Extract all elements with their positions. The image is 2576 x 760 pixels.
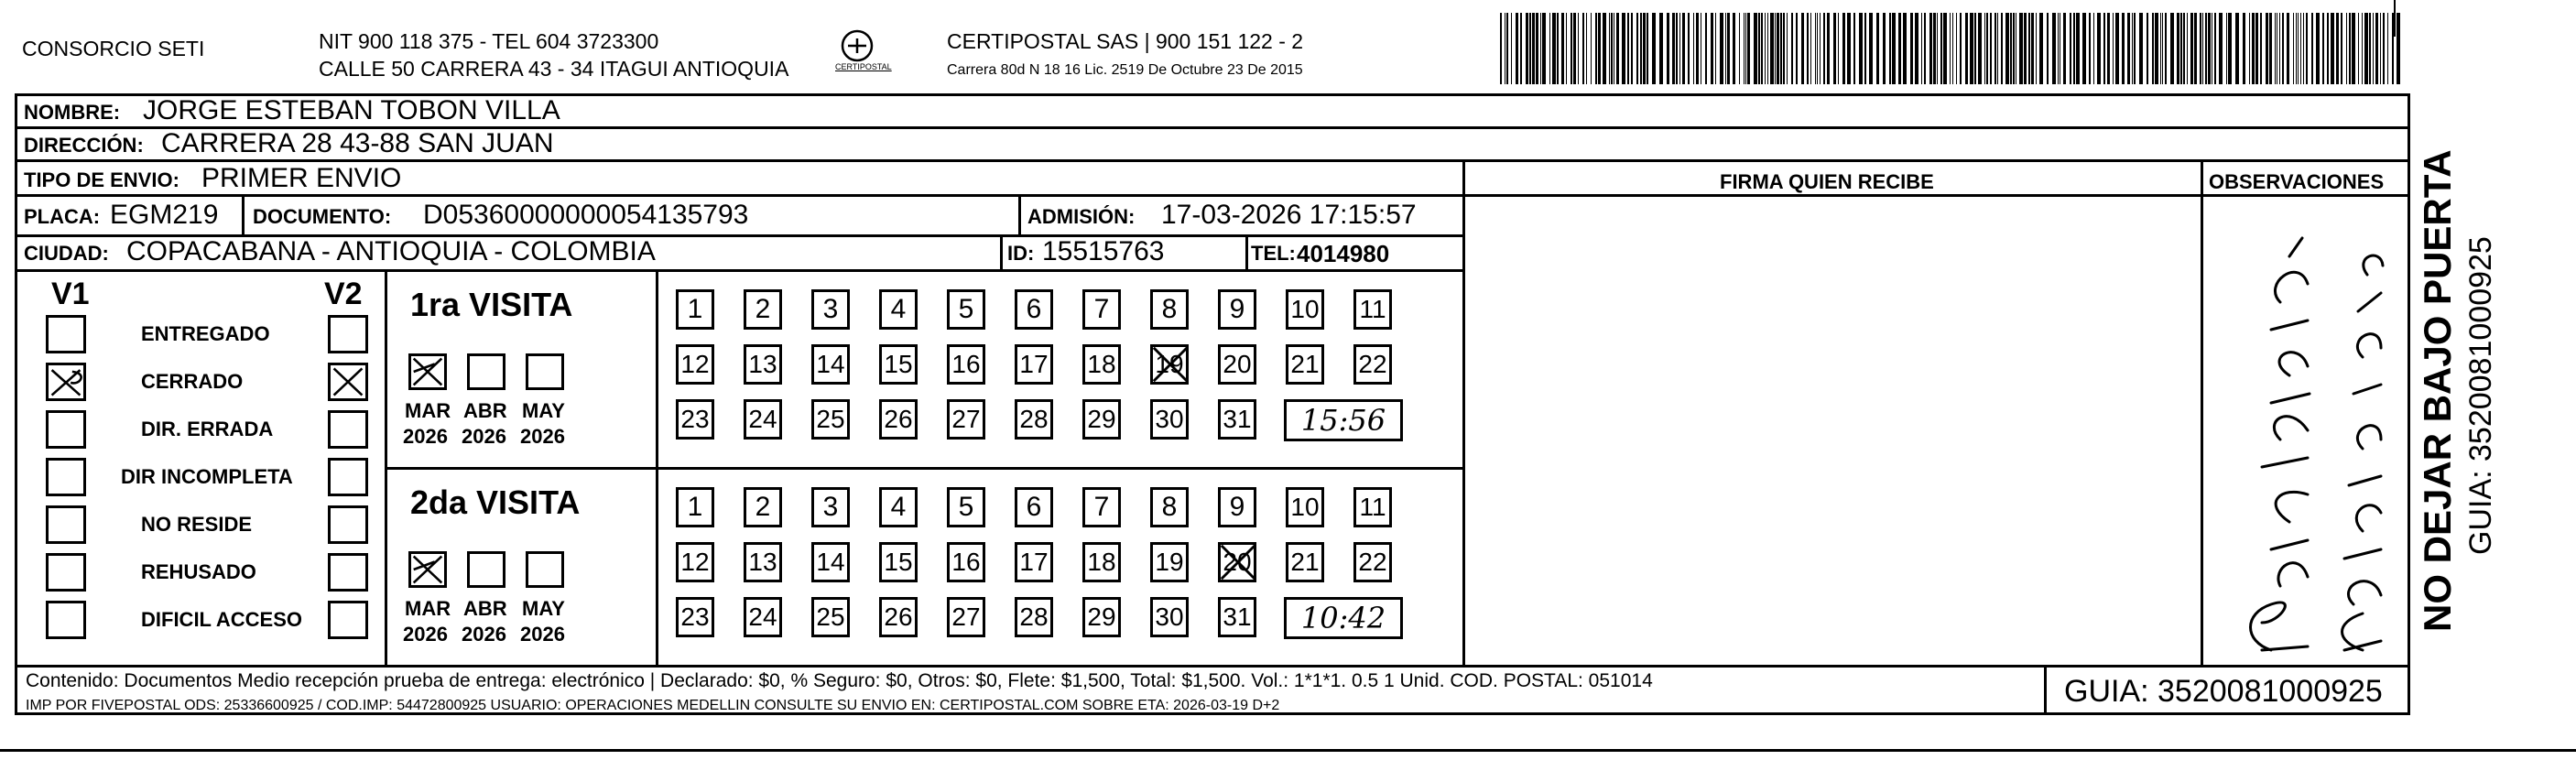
- documento-label: DOCUMENTO:: [253, 205, 392, 228]
- v1-label: V1: [51, 277, 90, 311]
- check-mark-icon: [49, 365, 83, 398]
- visit-month-label: ABR: [463, 399, 507, 422]
- day-cell[interactable]: [668, 538, 736, 593]
- day-number: 15: [879, 344, 918, 385]
- visit-year-label: 2026: [520, 623, 565, 646]
- day-cell[interactable]: [1143, 483, 1211, 538]
- status-v2-checkbox[interactable]: [328, 553, 368, 592]
- status-label: DIFICIL ACCESO: [141, 608, 303, 631]
- day-cell[interactable]: [1143, 593, 1211, 648]
- day-cell[interactable]: [736, 483, 804, 538]
- day-cell[interactable]: [804, 593, 872, 648]
- day-cell[interactable]: [872, 286, 940, 341]
- day-number: 21: [1286, 542, 1324, 582]
- day-cell[interactable]: [1007, 341, 1075, 396]
- day-number: 7: [1082, 289, 1121, 330]
- day-number: 1: [676, 289, 714, 330]
- day-number: 16: [947, 542, 985, 582]
- day-cell[interactable]: [1075, 538, 1143, 593]
- day-number: 8: [1150, 289, 1189, 330]
- day-number: 5: [947, 487, 985, 527]
- day-number: 9: [1218, 289, 1256, 330]
- status-v2-checkbox[interactable]: [328, 601, 368, 639]
- day-cell[interactable]: [804, 286, 872, 341]
- day-number: 26: [879, 597, 918, 637]
- day-number: 19: [1150, 344, 1189, 385]
- status-v1-checkbox[interactable]: [46, 601, 86, 639]
- day-cell[interactable]: [940, 341, 1007, 396]
- status-v2-checkbox[interactable]: [328, 505, 368, 544]
- day-number: 11: [1353, 487, 1392, 527]
- day-number: 14: [811, 344, 850, 385]
- visit-month-label: MAY: [522, 597, 565, 620]
- day-number: 25: [811, 399, 850, 440]
- day-number: 30: [1150, 399, 1189, 440]
- day-cell[interactable]: [1007, 593, 1075, 648]
- day-cell[interactable]: [1278, 483, 1346, 538]
- day-number: 28: [1015, 399, 1053, 440]
- visit-month-checkbox[interactable]: [408, 353, 447, 390]
- visit-month-checkbox[interactable]: [526, 551, 564, 588]
- no-dejar-warning: NO DEJAR BAJO PUERTA: [2416, 149, 2459, 632]
- nombre-value: JORGE ESTEBAN TOBON VILLA: [143, 95, 560, 125]
- day-number: 30: [1150, 597, 1189, 637]
- tel-value: 4014980: [1297, 240, 1390, 267]
- company-name: CONSORCIO SETI: [22, 37, 205, 60]
- id-label: ID:: [1007, 242, 1035, 265]
- visit-year-label: 2026: [520, 425, 565, 448]
- day-cell[interactable]: [1278, 538, 1346, 593]
- day-cell[interactable]: [736, 341, 804, 396]
- address-line: CALLE 50 CARRERA 43 - 34 ITAGUI ANTIOQUIA: [319, 57, 789, 81]
- day-number: 18: [1082, 542, 1121, 582]
- footer-imp: IMP POR FIVEPOSTAL ODS: 25336600925 / COD.IMP: 54472800925 USUARIO: OPERACIONES MEDELLIN CONSULTE SU ENVIO EN: CERTIPOSTAL.COM SOBRE ETA: 2026-03-19 D+2: [26, 698, 1280, 713]
- day-cell[interactable]: [940, 593, 1007, 648]
- day-cell[interactable]: [1075, 483, 1143, 538]
- tipo-envio-label: TIPO DE ENVIO:: [24, 168, 179, 191]
- day-number: 5: [947, 289, 985, 330]
- status-label: REHUSADO: [141, 560, 256, 583]
- visit-title: 1ra VISITA: [410, 286, 573, 323]
- day-cell[interactable]: [1007, 483, 1075, 538]
- check-mark-icon: [411, 554, 444, 585]
- day-number: 14: [811, 542, 850, 582]
- day-number: 28: [1015, 597, 1053, 637]
- day-number: 10: [1286, 487, 1324, 527]
- day-cell[interactable]: [1211, 341, 1278, 396]
- day-cell[interactable]: [668, 483, 736, 538]
- day-cell[interactable]: [1007, 538, 1075, 593]
- day-number: 25: [811, 597, 850, 637]
- day-cell[interactable]: [1143, 286, 1211, 341]
- visit-day-grid: [668, 286, 1414, 451]
- visit-month-label: MAR: [405, 399, 451, 422]
- status-label: DIR INCOMPLETA: [121, 465, 293, 488]
- visit-year-label: 2026: [462, 425, 506, 448]
- day-number: 2: [744, 487, 782, 527]
- day-cell[interactable]: [872, 396, 940, 451]
- day-number: 29: [1082, 399, 1121, 440]
- license-line: Carrera 80d N 18 16 Lic. 2519 De Octubre 23 De 2015: [947, 62, 1303, 78]
- day-number: 13: [744, 542, 782, 582]
- day-cell[interactable]: [1211, 538, 1278, 593]
- day-cell[interactable]: [1075, 593, 1143, 648]
- status-v2-checkbox[interactable]: [328, 315, 368, 353]
- status-label: NO RESIDE: [141, 513, 253, 536]
- page-right-mark: [2394, 0, 2396, 37]
- day-number: 4: [879, 289, 918, 330]
- day-cell[interactable]: [1211, 396, 1278, 451]
- day-cell[interactable]: [1278, 341, 1346, 396]
- day-cell[interactable]: [1075, 286, 1143, 341]
- day-cell[interactable]: [1007, 286, 1075, 341]
- day-number: 17: [1015, 344, 1053, 385]
- day-cell[interactable]: [1346, 341, 1414, 396]
- observations-handwriting: [2207, 220, 2399, 659]
- day-cell[interactable]: [1211, 593, 1278, 648]
- day-cell[interactable]: [872, 538, 940, 593]
- certipostal-logo-icon: [828, 27, 892, 79]
- day-number: 22: [1353, 542, 1392, 582]
- visit-year-label: 2026: [403, 425, 448, 448]
- status-v2-checkbox[interactable]: [328, 458, 368, 496]
- day-cell[interactable]: [872, 593, 940, 648]
- day-cell[interactable]: [940, 396, 1007, 451]
- day-cell[interactable]: [804, 483, 872, 538]
- visit-year-label: 2026: [403, 623, 448, 646]
- placa-label: PLACA:: [24, 205, 101, 228]
- footer-guia: GUIA: 3520081000925: [2064, 674, 2383, 709]
- logo-caption: CERTIPOSTAL: [835, 62, 892, 71]
- visit-month-checkbox[interactable]: [526, 353, 564, 390]
- day-number: 1: [676, 487, 714, 527]
- day-cell[interactable]: [1075, 396, 1143, 451]
- visit-month-checkbox[interactable]: [467, 353, 505, 390]
- check-mark-icon: [1216, 540, 1260, 584]
- day-number: 13: [744, 344, 782, 385]
- day-cell[interactable]: [668, 341, 736, 396]
- direccion-label: DIRECCIÓN:: [24, 134, 144, 157]
- status-v1-checkbox[interactable]: [46, 363, 86, 401]
- day-number: 31: [1218, 597, 1256, 637]
- status-label: ENTREGADO: [141, 322, 270, 345]
- day-number: 11: [1353, 289, 1392, 330]
- status-label: CERRADO: [141, 370, 244, 393]
- tipo-envio-value: PRIMER ENVIO: [201, 163, 402, 193]
- visit-time-cell[interactable]: [1278, 396, 1414, 451]
- day-cell[interactable]: [736, 396, 804, 451]
- day-cell[interactable]: [804, 341, 872, 396]
- day-number: 4: [879, 487, 918, 527]
- visit-time-value: 15:56: [1284, 399, 1403, 441]
- day-number: 2: [744, 289, 782, 330]
- day-cell[interactable]: [736, 593, 804, 648]
- day-cell[interactable]: [804, 538, 872, 593]
- visit-year-label: 2026: [462, 623, 506, 646]
- day-number: 7: [1082, 487, 1121, 527]
- documento-value: D05360000000054135793: [423, 200, 749, 230]
- check-mark-icon: [411, 356, 444, 387]
- visit-day-grid: [668, 483, 1414, 648]
- day-number: 6: [1015, 289, 1053, 330]
- day-cell[interactable]: [736, 286, 804, 341]
- visit-month-label: MAR: [405, 597, 451, 620]
- day-number: 17: [1015, 542, 1053, 582]
- day-number: 15: [879, 542, 918, 582]
- day-cell[interactable]: [940, 286, 1007, 341]
- status-v1-checkbox[interactable]: [46, 458, 86, 496]
- day-number: 26: [879, 399, 918, 440]
- day-number: 20: [1218, 344, 1256, 385]
- day-cell[interactable]: [1075, 341, 1143, 396]
- day-cell[interactable]: [736, 538, 804, 593]
- day-number: 3: [811, 487, 850, 527]
- day-cell[interactable]: [668, 286, 736, 341]
- day-number: 18: [1082, 344, 1121, 385]
- status-v1-checkbox[interactable]: [46, 315, 86, 353]
- status-v1-checkbox[interactable]: [46, 410, 86, 449]
- day-number: 24: [744, 597, 782, 637]
- id-value: 15515763: [1042, 236, 1165, 266]
- ciudad-value: COPACABANA - ANTIOQUIA - COLOMBIA: [126, 236, 656, 266]
- day-number: 20: [1218, 542, 1256, 582]
- visit-month-label: MAY: [522, 399, 565, 422]
- status-label: DIR. ERRADA: [141, 418, 274, 440]
- certipostal-line: CERTIPOSTAL SAS | 900 151 122 - 2: [947, 29, 1304, 53]
- page-bottom-rule: [0, 749, 2576, 752]
- check-mark-icon: [331, 365, 365, 398]
- day-number: 29: [1082, 597, 1121, 637]
- visit-month-checkbox[interactable]: [467, 551, 505, 588]
- day-number: 12: [676, 344, 714, 385]
- barcode: [1500, 13, 2401, 84]
- day-cell[interactable]: [872, 483, 940, 538]
- nit-line: NIT 900 118 375 - TEL 604 3723300: [319, 29, 659, 53]
- day-cell[interactable]: [668, 593, 736, 648]
- day-cell[interactable]: [1346, 483, 1414, 538]
- status-v2-checkbox[interactable]: [328, 410, 368, 449]
- placa-value: EGM219: [110, 200, 219, 230]
- day-cell[interactable]: [940, 483, 1007, 538]
- day-number: 9: [1218, 487, 1256, 527]
- visit-time-cell[interactable]: [1278, 593, 1414, 648]
- day-number: 6: [1015, 487, 1053, 527]
- ciudad-label: CIUDAD:: [24, 242, 109, 265]
- day-number: 19: [1150, 542, 1189, 582]
- day-cell[interactable]: [1143, 396, 1211, 451]
- day-number: 24: [744, 399, 782, 440]
- day-number: 27: [947, 399, 985, 440]
- day-cell[interactable]: [1211, 483, 1278, 538]
- visit-month-checkbox[interactable]: [408, 551, 447, 588]
- tel-label: TEL:: [1251, 242, 1296, 265]
- day-number: 3: [811, 289, 850, 330]
- day-cell[interactable]: [940, 538, 1007, 593]
- day-cell[interactable]: [1211, 286, 1278, 341]
- day-cell[interactable]: [1143, 538, 1211, 593]
- day-number: 27: [947, 597, 985, 637]
- direccion-value: CARRERA 28 43-88 SAN JUAN: [161, 128, 554, 158]
- admision-value: 17-03-2026 17:15:57: [1161, 200, 1417, 230]
- day-cell[interactable]: [1346, 538, 1414, 593]
- observaciones-header: OBSERVACIONES: [2209, 170, 2385, 193]
- nombre-label: NOMBRE:: [24, 101, 121, 124]
- status-v2-checkbox[interactable]: [328, 363, 368, 401]
- v2-label: V2: [324, 277, 363, 311]
- check-mark-icon: [1148, 342, 1192, 386]
- visit-month-label: ABR: [463, 597, 507, 620]
- status-v1-checkbox[interactable]: [46, 553, 86, 592]
- visit-time-value: 10:42: [1284, 597, 1403, 639]
- day-number: 22: [1353, 344, 1392, 385]
- status-v1-checkbox[interactable]: [46, 505, 86, 544]
- day-number: 8: [1150, 487, 1189, 527]
- day-cell[interactable]: [668, 396, 736, 451]
- side-guia: GUIA: 3520081000925: [2463, 236, 2498, 555]
- day-number: 10: [1286, 289, 1324, 330]
- day-number: 21: [1286, 344, 1324, 385]
- admision-label: ADMISIÓN:: [1027, 205, 1136, 228]
- day-number: 31: [1218, 399, 1256, 440]
- footer-contenido: Contenido: Documentos Medio recepción prueba de entrega: electrónico | Declarado: $0, % Seguro: $0, Otros: $0, Flete: $1,500, Total: $1,500. Vol.: 1*1*1. 0.5 1 Unid. COD. POSTAL: 051014: [26, 670, 1653, 691]
- day-cell[interactable]: [1278, 286, 1346, 341]
- day-number: 23: [676, 399, 714, 440]
- day-number: 23: [676, 597, 714, 637]
- day-cell[interactable]: [1007, 396, 1075, 451]
- visit-title: 2da VISITA: [410, 483, 581, 521]
- day-number: 12: [676, 542, 714, 582]
- day-cell[interactable]: [1346, 286, 1414, 341]
- day-cell[interactable]: [872, 341, 940, 396]
- day-number: 16: [947, 344, 985, 385]
- day-cell[interactable]: [1143, 341, 1211, 396]
- day-cell[interactable]: [804, 396, 872, 451]
- firma-header: FIRMA QUIEN RECIBE: [1720, 170, 1934, 193]
